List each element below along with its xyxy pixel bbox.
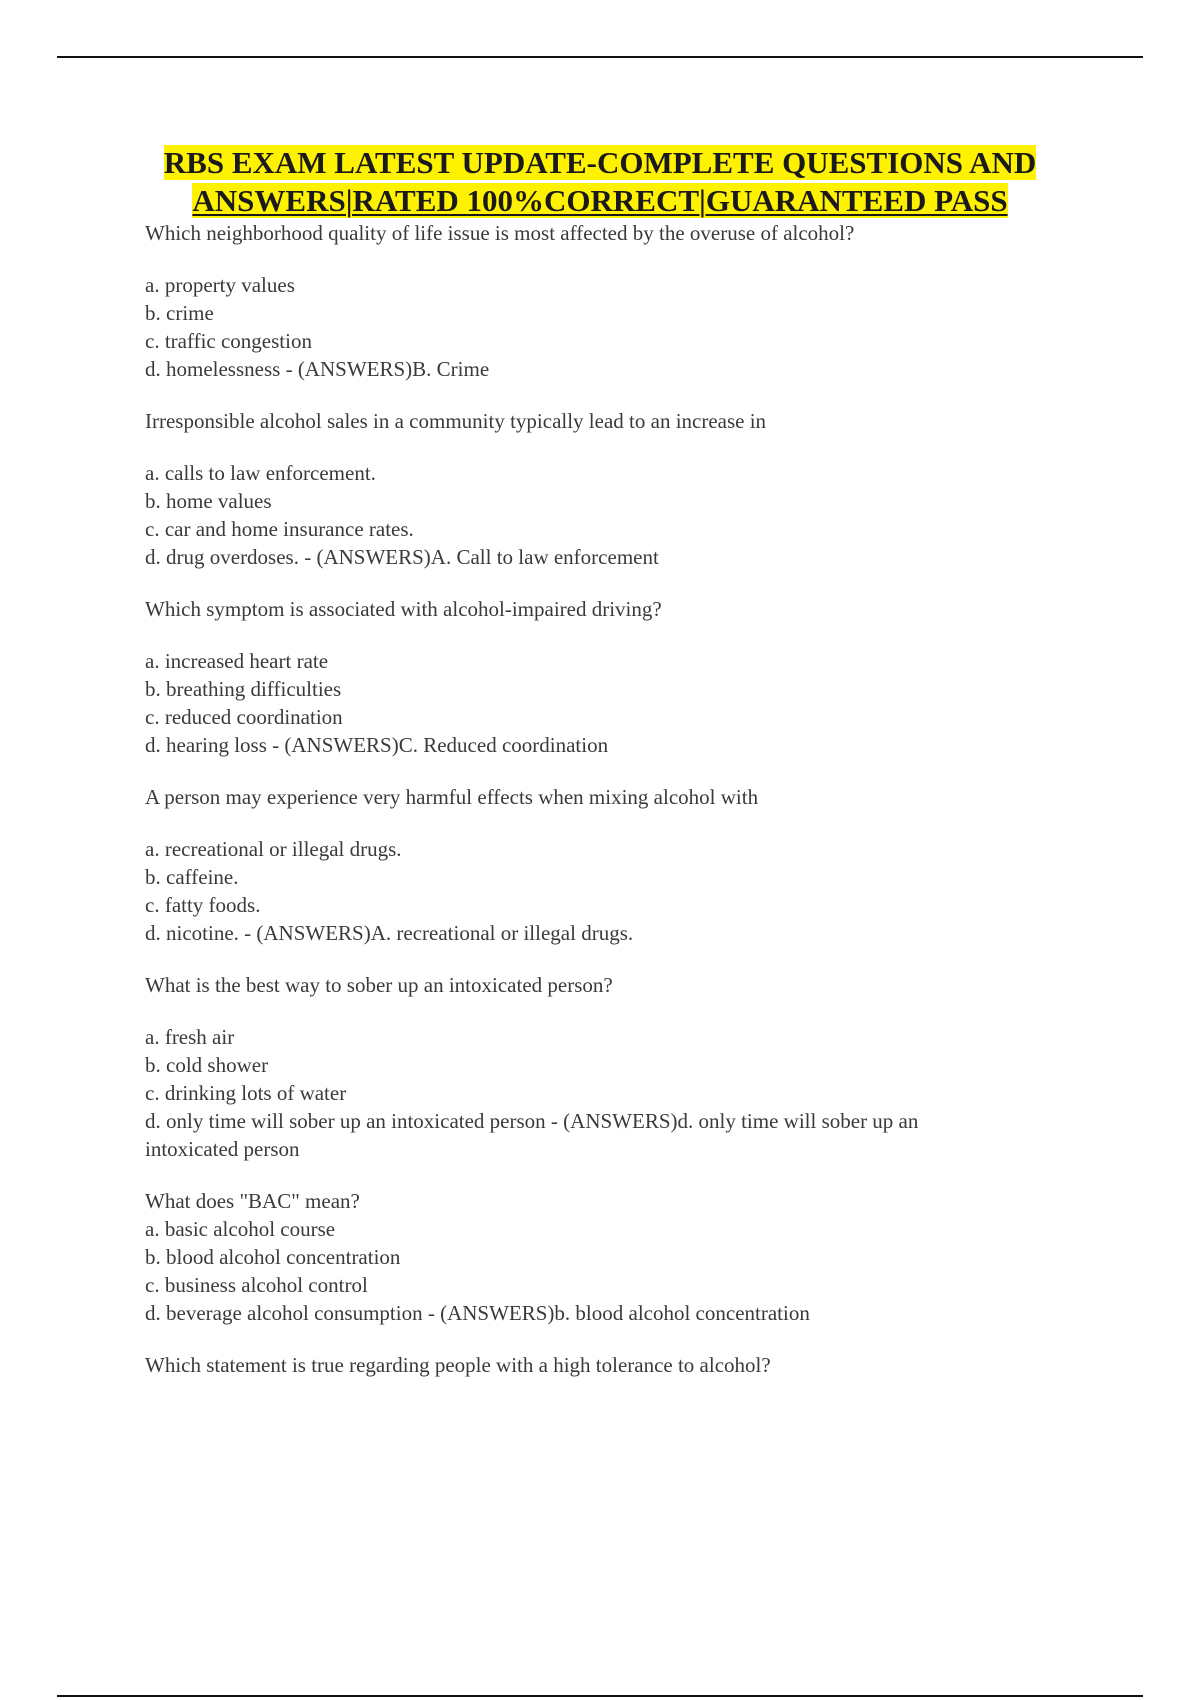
- option-b: b. caffeine.: [145, 865, 239, 889]
- document-body: [145, 219, 1060, 1379]
- question-block-2: [145, 407, 1060, 571]
- question-text: A person may experience very harmful effects when mixing alcohol with: [145, 785, 759, 809]
- option-a: a. basic alcohol course: [145, 1217, 336, 1241]
- document-title: [140, 144, 1060, 220]
- option-c: c. traffic congestion: [145, 329, 312, 353]
- option-b: b. breathing difficulties: [145, 677, 342, 701]
- question-block-7: [145, 1351, 1060, 1379]
- answer-options: [145, 647, 1060, 759]
- option-b: b. blood alcohol concentration: [145, 1245, 401, 1269]
- option-a: a. fresh air: [145, 1025, 235, 1049]
- answer-options: [145, 271, 1060, 383]
- bottom-rule: [57, 1695, 1143, 1697]
- option-a: a. increased heart rate: [145, 649, 329, 673]
- question-block-4: [145, 783, 1060, 947]
- title-line-1: RBS EXAM LATEST UPDATE-COMPLETE QUESTIONS AND: [163, 145, 1037, 180]
- question-block-6: [145, 1187, 1060, 1327]
- question-text: What does "BAC" mean?: [145, 1189, 360, 1213]
- answer-options: [145, 835, 1060, 947]
- question-block-5: [145, 971, 1060, 1163]
- title-line-2: ANSWERS|RATED 100%CORRECT|GUARANTEED PASS: [192, 183, 1008, 218]
- option-b: b. home values: [145, 489, 272, 513]
- question-text: Which symptom is associated with alcohol-impaired driving?: [145, 597, 662, 621]
- question-text: What is the best way to sober up an intoxicated person?: [145, 973, 613, 997]
- question-text: Which statement is true regarding people with a high tolerance to alcohol?: [145, 1353, 771, 1377]
- question-text: Irresponsible alcohol sales in a community typically lead to an increase in: [145, 409, 767, 433]
- question-block-1: [145, 219, 1060, 383]
- option-a: a. recreational or illegal drugs.: [145, 837, 402, 861]
- question-block-3: [145, 595, 1060, 759]
- answer-options: [145, 459, 1060, 571]
- option-c: c. reduced coordination: [145, 705, 343, 729]
- option-d-answer: d. drug overdoses. - (ANSWERS)A. Call to law enforcement: [145, 545, 659, 569]
- option-d-answer: d. beverage alcohol consumption - (ANSWERS)b. blood alcohol concentration: [145, 1301, 810, 1325]
- answer-options: [145, 1215, 1060, 1327]
- top-rule: [57, 56, 1143, 58]
- option-d-answer: d. homelessness - (ANSWERS)B. Crime: [145, 357, 490, 381]
- option-b: b. crime: [145, 301, 214, 325]
- option-d-answer: d. only time will sober up an intoxicated person - (ANSWERS)d. only time will sober up an: [145, 1109, 919, 1133]
- option-b: b. cold shower: [145, 1053, 269, 1077]
- option-c: c. drinking lots of water: [145, 1081, 347, 1105]
- option-c: c. fatty foods.: [145, 893, 261, 917]
- option-d-answer: d. hearing loss - (ANSWERS)C. Reduced coordination: [145, 733, 609, 757]
- option-d-answer-continued: intoxicated person: [145, 1137, 300, 1161]
- option-a: a. calls to law enforcement.: [145, 461, 376, 485]
- answer-options: [145, 1023, 1060, 1163]
- option-c: c. business alcohol control: [145, 1273, 368, 1297]
- question-text: Which neighborhood quality of life issue is most affected by the overuse of alcohol?: [145, 221, 855, 245]
- option-a: a. property values: [145, 273, 295, 297]
- option-d-answer: d. nicotine. - (ANSWERS)A. recreational or illegal drugs.: [145, 921, 634, 945]
- option-c: c. car and home insurance rates.: [145, 517, 414, 541]
